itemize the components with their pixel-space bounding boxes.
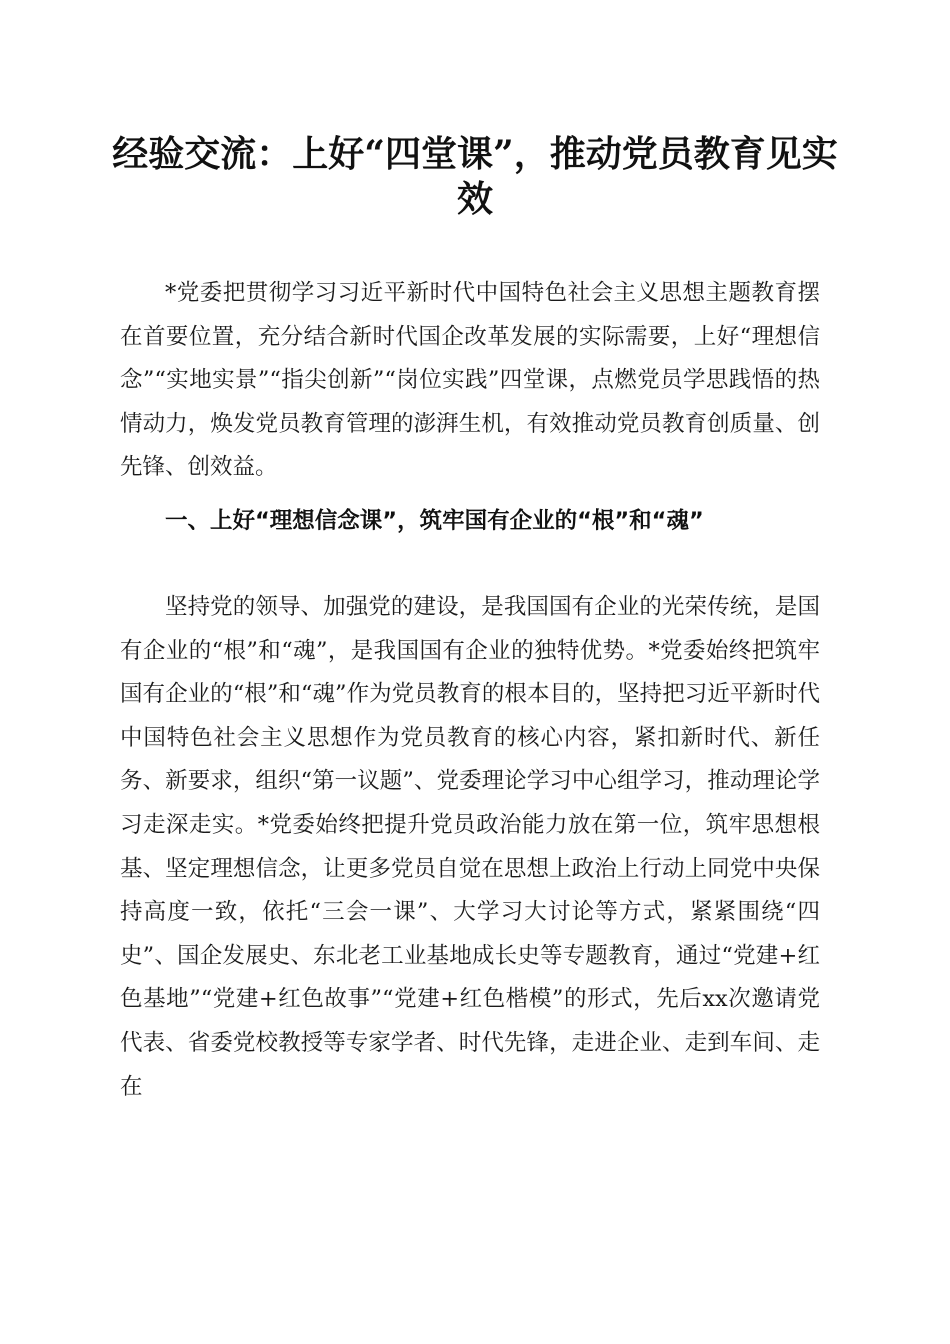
document-title: 经验交流：上好“四堂课”，推动党员教育见实效	[112, 133, 838, 220]
intro-paragraph: *党委把贯彻学习习近平新时代中国特色社会主义思想主题教育摆在首要位置，充分结合新时代国企改革发展的实际需要，上好“理想信念”“实地实景”“指尖创新”“岗位实践”四堂课，点燃党员学思践悟的热情动力，焕发党员教育管理的澎湃生机，有效推动党员教育创质量、创先锋、创效益。	[120, 280, 820, 481]
section-1-paragraph: 坚持党的领导、加强党的建设，是我国国有企业的光荣传统，是国有企业的“根”和“魂”，是我国国有企业的独特优势。*党委始终把筑牢国有企业的“根”和“魂”作为党员教育的根本目的，坚持把习近平新时代中国特色社会主义思想作为党员教育的核心内容，紧扣新时代、新任务、新要求，组织“第一议题”、党委理论学习中心组学习，推动理论学习走深走实。*党委始终把提升党员政治能力放在第一位，筑牢思想根基、坚定理想信念，让更多党员自觉在思想上政治上行动上同党中央保持高度一致，依托“三会一课”、大学习大讨论等方式，紧紧围绕“四史”、国企发展史、东北老工业基地成长史等专题教育，通过“党建+红色基地”“党建+红色故事”“党建+红色楷模”的形式，先后xx次邀请党代表、省委党校教授等专家学者、时代先锋，走进企业、走到车间、走在	[120, 594, 820, 1100]
section-heading-1: 一、上好“理想信念课”，筑牢国有企业的“根”和“魂”	[165, 508, 704, 534]
